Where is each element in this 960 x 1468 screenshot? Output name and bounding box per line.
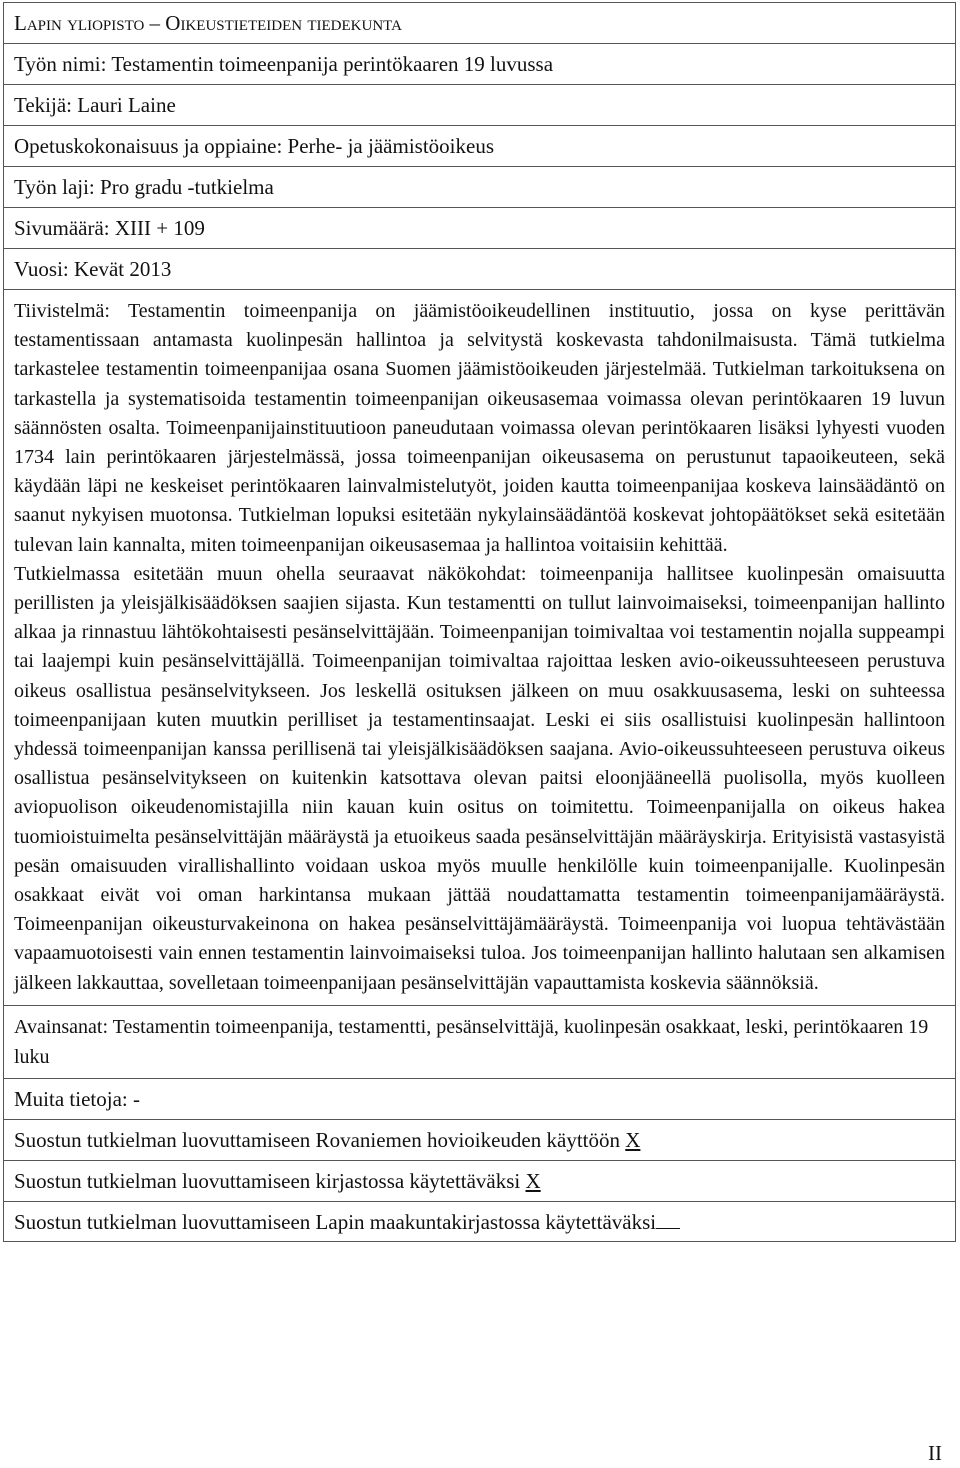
abstract-paragraph-1: Tiivistelmä: Testamentin toimeenpanija on jäämistöoikeudellinen instituutio, jossa on kyse perittävän testamentissaan antamasta kuolinpesän hallintoa ja selvitystä koskevasta tahdonilmaisusta. Tämä tutkielma tarkastelee testamentin toimeenpanijaa osana Suomen jäämistöoikeuden järjestelmää. Tutkielman tarkoituksena on tarkastella ja systematisoida testamentin toimeenpanijan oikeusasemaa voimassa olevan perintökaaren 19 luvun säännösten osalta. Toimeenpanijainstituutioon paneudutaan voimassa olevan perintökaaren lisäksi lyhyesti vuoden 1734 lain perintökaaren järjestelmässä, jossa toimeenpanijan oikeusasema on perustunut tapaoikeuteen, sekä käydään läpi ne keskeiset perintökaaren lainvalmistelutyöt, joiden kautta toimeenpanijaa koskeva lainsäädäntö on saanut nykyisen muotonsa. Tutkielman lopuksi esitetään nykylainsäädäntöä koskevat johtopäätökset sekä esitetään tulevan lain kannalta, miten toimeenpanijan oikeusasemaa ja hallintoa voitaisiin kehittää. <box>14 300 945 556</box>
abstract-section <box>3 289 956 1005</box>
consent-library-row <box>3 1160 956 1201</box>
institution-name: Lapin yliopisto – Oikeustieteiden tiedekunta <box>14 11 402 35</box>
title-row <box>3 43 956 84</box>
thesis-year: Vuosi: Kevät 2013 <box>14 257 172 281</box>
thesis-title: Työn nimi: Testamentin toimeenpanija perintökaaren 19 luvussa <box>14 52 554 76</box>
thesis-author: Tekijä: Lauri Laine <box>14 93 176 117</box>
consent-court-mark: X <box>625 1127 641 1152</box>
consent-court-row <box>3 1119 956 1160</box>
thesis-abstract-form <box>3 2 956 1242</box>
type-row <box>3 166 956 207</box>
page-number: II <box>928 1441 942 1465</box>
thesis-pages: Sivumäärä: XIII + 109 <box>14 216 205 240</box>
institution-header <box>3 2 956 43</box>
consent-court-label: Suostun tutkielman luovuttamiseen Rovaniemen hovioikeuden käyttöön <box>14 1127 620 1152</box>
consent-provincial-label: Suostun tutkielman luovuttamiseen Lapin maakuntakirjastossa käytettäväksi <box>14 1209 657 1234</box>
thesis-subject: Opetuskokonaisuus ja oppiaine: Perhe- ja jäämistöoikeus <box>14 134 494 158</box>
pages-row <box>3 207 956 248</box>
keywords-row <box>3 1005 956 1078</box>
consent-library-mark: X <box>525 1168 541 1193</box>
subject-row <box>3 125 956 166</box>
consent-provincial-row <box>3 1201 956 1242</box>
other-info-text: Muita tietoja: - <box>14 1086 140 1111</box>
author-row <box>3 84 956 125</box>
thesis-type: Työn laji: Pro gradu -tutkielma <box>14 175 274 199</box>
other-info-row <box>3 1078 956 1119</box>
consent-provincial-blank <box>656 1210 680 1229</box>
year-row <box>3 248 956 289</box>
keywords-text: Avainsanat: Testamentin toimeenpanija, testamentti, pesänselvittäjä, kuolinpesän osakkaat, leski, perintökaaren 19 luku <box>14 1015 929 1068</box>
consent-library-label: Suostun tutkielman luovuttamiseen kirjastossa käytettäväksi <box>14 1168 521 1193</box>
abstract-paragraph-2: Tutkielmassa esitetään muun ohella seuraavat näkökohdat: toimeenpanija hallitsee kuolinpesän omaisuutta perillisten ja yleisjälkisäädöksen saajien sijasta. Kun testamentti on tullut lainvoimaiseksi, toimeenpanijan hallinto alkaa ja rinnastuu lähtökohtaisesti pesänselvittäjään. Toimeenpanijan toimivaltaa voi testamentin nojalla suppeampi tai laajempi kuin pesänselvittäjällä. Toimeenpanijan toimivaltaa rajoittaa lesken avio-oikeussuhteeseen perustuva oikeus osallistua pesänselvitykseen. Jos leskellä osituksen jälkeen on muu osakkuusasema, leski on suhteessa toimeenpanijaan kuten muutkin perilliset ja testamentinsaajat. Leski ei siis osallistuisi kuolinpesän hallintoon yhdessä toimeenpanijan kanssa perillisenä tai yleisjälkisäädöksen saajana. Avio-oikeussuhteeseen perustuva oikeus osallistua pesänselvitykseen on kuitenkin katsottava olevan paitsi eloonjääneellä puolisolla, myös kuolleen aviopuolison oikeudenomistajilla niin kauan kuin ositus on toimitettu. Toimeenpanijalla on oikeus hakea tuomioistuimelta pesänselvittäjän määräystä ja etuoikeus saada pesänselvittäjän määräyskirja. Erityisistä vastasyistä pesän omaisuuden virallishallinto voidaan uskoa myös muulle henkilölle kuin toimeenpanijalle. Kuolinpesän osakkaat eivät voi oman harkintansa mukaan jättää noudattamatta testamentin toimeenpanijamääräystä. Toimeenpanijan oikeusturvakeinona on hakea pesänselvittäjämääräystä. Toimeenpanija voi luopua tehtävästään vapaamuotoisesti vain ennen testamentin lainvoimaiseksi tuloa. Jos toimeenpanijan hallinto halutaan sen alkamisen jälkeen lakkauttaa, sovelletaan toimeenpanijaan pesänselvittäjän vapauttamista koskevia säännöksiä. <box>14 562 945 994</box>
